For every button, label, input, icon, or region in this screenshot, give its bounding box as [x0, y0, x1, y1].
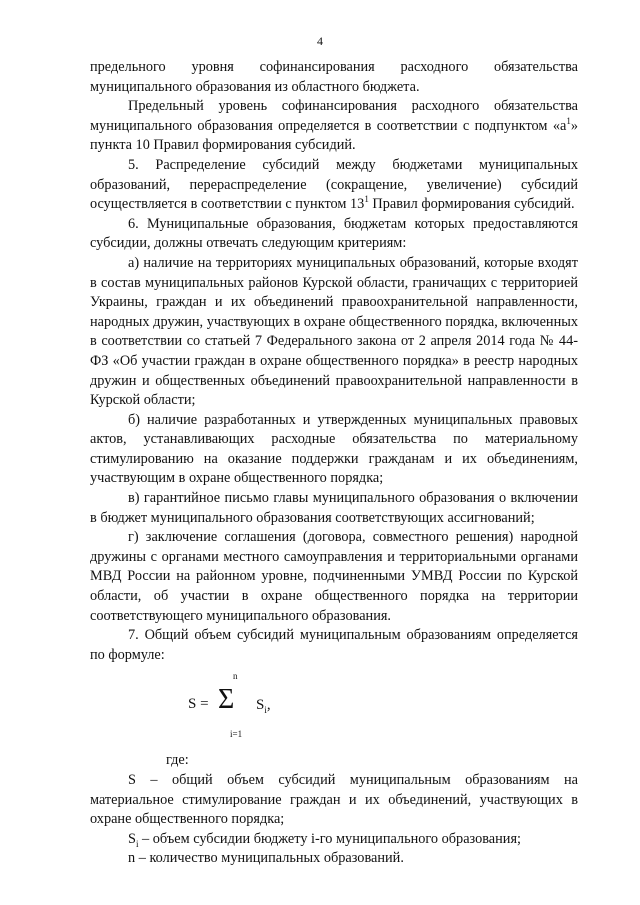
superscript: 1	[566, 116, 571, 127]
criterion-b: б) наличие разработанных и утвержденных муниципальных правовых актов, устанавливающих расходные обязательства по материальному стимулированию на оказание поддержки гражданам и их объединениям, участвующим в охране общественного порядка;	[90, 411, 578, 487]
definition-n: n – количество муниципальных образований.	[128, 850, 404, 867]
paragraph-item-5	[90, 156, 578, 215]
formula-lhs: S =	[188, 696, 209, 713]
formula-upper-limit: n	[233, 671, 238, 682]
paragraph-text: 5. Распределение субсидий между бюджетами муниципальных образований, перераспределение (сокращение, увеличение) субсидий осуществляется в соответствии с пунктом 13	[90, 156, 578, 213]
superscript: 1	[364, 194, 369, 205]
paragraph-cofinancing-limit	[90, 97, 578, 156]
sigma-symbol: Σ	[218, 684, 235, 716]
formula-term-main: S	[256, 697, 265, 714]
definition-symbol: S	[128, 830, 136, 847]
formula-term-tail: ,	[266, 697, 271, 714]
page-number: 4	[317, 34, 323, 48]
paragraph-text: » пункта 10 Правил формирования субсидий.	[90, 117, 578, 154]
paragraph-cofinancing-level-end: предельного уровня софинансирования расходного обязательства муниципального образования из областного бюджета.	[90, 59, 578, 95]
formula-lower-limit: i=1	[230, 729, 243, 740]
definition-s: S – общий объем субсидий муниципальным образованиям на материальное стимулирование граждан и их объединений, участвующих в охране общественного порядка;	[90, 772, 578, 828]
where-label: где:	[166, 752, 189, 769]
definition-text: – объем субсидии бюджету i-го муниципального образования;	[138, 830, 522, 847]
paragraph-item-6: 6. Муниципальные образования, бюджетам которых предоставляются субсидии, должны отвечать следующим критериям:	[90, 215, 578, 252]
formula-term	[256, 696, 271, 716]
paragraph-item-7: 7. Общий объем субсидий муниципальным образованиям определяется по формуле:	[90, 627, 578, 663]
paragraph-text: Правил формирования субсидий.	[368, 196, 575, 213]
formula-term-subscript: i	[264, 705, 267, 716]
subsidy-formula	[90, 665, 578, 751]
criterion-a: а) наличие на территориях муниципальных образований, которые входят в состав муниципальных районов Курской области, граничащих с территорией Украины, граждан и их объединений правоохранительной направленности, народных дружин, участвующих в охране общественного порядка, включенных в соответствии со статьей 7 Федерального закона от 2 апреля 2014 года № 44-ФЗ «Об участии граждан в охране общественного порядка» в реестр народных дружин и общественных объединений правоохранительной направленности в Курской области;	[90, 254, 578, 409]
document-body	[90, 58, 578, 869]
paragraph-text: Предельный уровень софинансирования расходного обязательства муниципального образования определяется в соответствии с подпунктом «а	[90, 98, 578, 134]
criterion-g: г) заключение соглашения (договора, совместного решения) народной дружины с органами местного самоуправления и территориальными органами МВД России на районном уровне, подчиненными УМВД России по Курской области, об участии в охране общественного порядка на территории соответствующего муниципального образования.	[90, 529, 578, 624]
definition-si	[90, 830, 578, 850]
definition-symbol-subscript: i	[135, 838, 139, 849]
criterion-v: в) гарантийное письмо главы муниципального образования о включении в бюджет муниципального образования соответствующих ассигнований;	[90, 490, 578, 526]
